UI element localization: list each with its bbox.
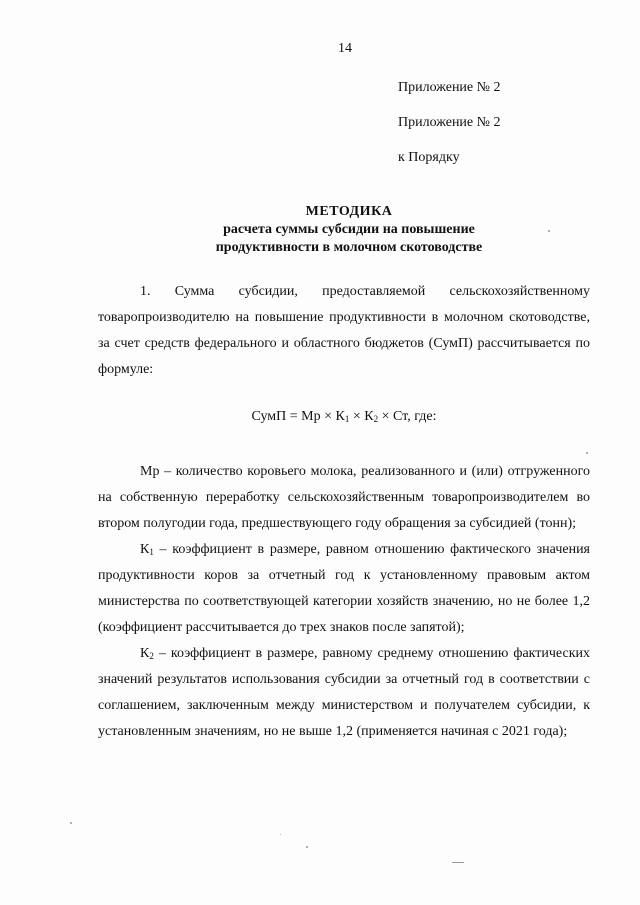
document-title <box>120 203 578 257</box>
definition-k1 <box>98 537 590 641</box>
appendix-line-1: Приложение № 2 <box>398 80 501 95</box>
definition-mp: Мр – количество коровьего молока, реализованного и (или) отгруженного на собственную переработку сельскохозяйственным товаропроизводителем во втором полугодии года, предшествующего году обращения за субсидией (тонн); <box>98 464 590 531</box>
formula-k2-subscript: 2 <box>373 414 379 424</box>
formula-k1-subscript: 1 <box>344 414 350 424</box>
scan-speck <box>548 230 550 232</box>
section-1-paragraph: 1. Сумма субсидии, предоставляемой сельскохозяйственному товаропроизводителю на повышение продуктивности в молочном скотоводстве, за счет средств федерального и областного бюджетов (СумП) рассчитывается по формуле: <box>98 284 590 377</box>
scan-speck <box>586 452 588 454</box>
title-line-2: расчета суммы субсидии на повышение <box>223 222 475 237</box>
k2-subscript: 2 <box>149 651 154 661</box>
section-1 <box>98 279 590 383</box>
k2-text: – коэффициент в размере, равному среднему отношению фактических значений результатов использования субсидии за отчетный год в соответствии с соглашением, заключенным между министерством и получателем субсидии, к установленным значениям, но не выше 1,2 (применяется начиная с 2021 года); <box>98 646 590 739</box>
formula-mid: × К <box>349 409 374 424</box>
k1-symbol: К <box>140 542 150 557</box>
scan-speck <box>70 822 72 824</box>
formula <box>98 409 590 425</box>
appendix-line-2: Приложение № 2 <box>398 115 501 130</box>
formula-rhs: × Ст, где: <box>378 409 437 424</box>
k2-symbol: К <box>140 646 150 661</box>
scan-speck <box>452 862 464 863</box>
definitions <box>98 459 590 745</box>
title-line-3: продуктивности в молочном скотоводстве <box>215 240 483 255</box>
appendix-line-3: к Порядку <box>398 150 460 165</box>
scan-speck <box>306 846 308 848</box>
page-number: 14 <box>338 41 352 56</box>
title-main: МЕТОДИКА <box>305 204 393 219</box>
formula-lhs: СумП = Мр × К <box>251 409 345 424</box>
definition-k2 <box>98 641 590 745</box>
k1-subscript: 1 <box>149 547 154 557</box>
scan-speck <box>280 834 281 835</box>
k1-text: – коэффициент в размере, равном отношению фактического значения продуктивности коров за отчетный год к установленному правовым актом министерства по соответствующей категории хозяйств значению, но не более 1,2 (коэффициент рассчитывается до трех знаков после запятой); <box>98 542 590 635</box>
